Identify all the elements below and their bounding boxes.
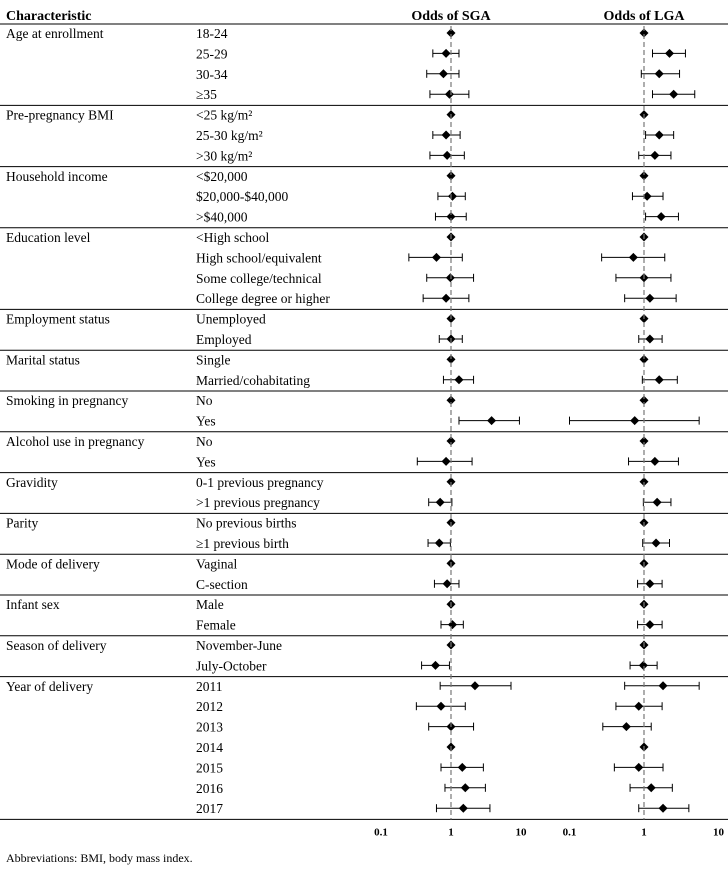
lga-estimate-marker (659, 681, 668, 690)
table-body (0, 26, 728, 819)
lga-estimate-marker (655, 131, 664, 140)
group-label: Infant sex (6, 597, 60, 613)
sga-estimate-marker (446, 273, 455, 282)
row-label: Married/cohabitating (196, 372, 310, 388)
row-label: 2013 (196, 719, 223, 735)
row-label: Employed (196, 332, 252, 347)
lga-estimate-marker (639, 661, 648, 670)
lga-estimate-marker (645, 294, 654, 303)
row-label: No previous births (196, 515, 297, 531)
sga-estimate-marker (437, 702, 446, 711)
lga-estimate-marker (657, 212, 666, 221)
row-label: $20,000-$40,000 (196, 189, 289, 205)
lga-estimate-marker (669, 90, 678, 99)
sga-estimate-marker (435, 539, 444, 548)
row-label: 2011 (196, 678, 223, 694)
sga-estimate-marker (461, 783, 470, 792)
lga-tick-label: 10 (713, 826, 724, 839)
row-label: <25 kg/m² (196, 107, 253, 123)
lga-estimate-marker (652, 539, 661, 548)
lga-estimate-marker (645, 335, 654, 344)
group-label: Employment status (6, 311, 110, 327)
sga-estimate-marker (458, 763, 467, 772)
group-label: Gravidity (6, 474, 58, 490)
sga-estimate-marker (442, 294, 451, 303)
header-sga: Odds of SGA (411, 9, 491, 24)
sga-estimate-marker (470, 681, 479, 690)
group-label: Mode of delivery (6, 556, 100, 572)
row-label: >$40,000 (196, 209, 248, 225)
lga-tick-label: 0.1 (562, 826, 577, 839)
group-label: Parity (6, 515, 39, 531)
sga-estimate-marker (442, 131, 451, 140)
row-label: Single (196, 352, 231, 368)
lga-estimate-marker (665, 49, 674, 58)
sga-estimate-marker (459, 804, 468, 813)
row-label: College degree or higher (196, 291, 330, 307)
lga-estimate-marker (659, 804, 668, 813)
sga-estimate-marker (445, 90, 454, 99)
sga-estimate-marker (442, 49, 451, 58)
row-label: November-June (196, 638, 282, 653)
lga-estimate-marker (634, 763, 643, 772)
row-label: 2012 (196, 699, 223, 715)
lga-estimate-marker (630, 416, 639, 425)
group-label: Season of delivery (6, 638, 107, 653)
row-label: 18-24 (196, 26, 228, 41)
header-characteristic: Characteristic (6, 9, 92, 24)
row-label: 2014 (196, 740, 223, 755)
row-label: <$20,000 (196, 168, 248, 184)
row-label: Unemployed (196, 311, 266, 327)
sga-estimate-marker (439, 69, 448, 78)
row-label: 0-1 previous pregnancy (196, 474, 324, 490)
sga-tick-label: 0.1 (374, 826, 388, 839)
lga-tick-label: 1 (641, 826, 647, 839)
row-label: 2017 (196, 801, 223, 817)
group-label: Smoking in pregnancy (6, 393, 129, 409)
row-label: Vaginal (196, 556, 238, 572)
group-label: Household income (6, 168, 108, 184)
lga-estimate-marker (622, 722, 631, 731)
sga-estimate-marker (487, 416, 496, 425)
sga-estimate-marker (431, 661, 440, 670)
lga-estimate-marker (650, 151, 659, 160)
group-label: Marital status (6, 352, 80, 368)
sga-estimate-marker (448, 192, 457, 201)
row-label: July-October (196, 658, 267, 674)
row-label: 2015 (196, 760, 223, 776)
row-label: >30 kg/m² (196, 148, 253, 164)
sga-estimate-marker (432, 253, 441, 262)
sga-tick-label: 10 (515, 826, 527, 839)
group-label: Education level (6, 230, 91, 245)
group-label: Alcohol use in pregnancy (6, 434, 145, 449)
lga-estimate-marker (629, 253, 638, 262)
lga-estimate-marker (653, 498, 662, 507)
row-label: 2016 (196, 780, 223, 796)
row-label: Female (196, 617, 236, 633)
row-label: ≥35 (196, 87, 217, 103)
row-label: No (196, 393, 213, 409)
lga-estimate-marker (647, 783, 656, 792)
sga-estimate-marker (436, 498, 445, 507)
sga-estimate-marker (448, 620, 457, 629)
row-label: 30-34 (196, 66, 228, 82)
row-label: C-section (196, 576, 248, 592)
row-label: ≥1 previous birth (196, 536, 289, 551)
sga-estimate-marker (442, 457, 451, 466)
sga-tick-label: 1 (448, 826, 454, 839)
group-label: Pre-pregnancy BMI (6, 107, 114, 123)
row-label: 25-30 kg/m² (196, 128, 263, 143)
lga-estimate-marker (645, 620, 654, 629)
group-label: Age at enrollment (6, 26, 104, 41)
lga-estimate-marker (634, 702, 643, 711)
header-lga: Odds of LGA (603, 9, 685, 24)
lga-estimate-marker (655, 375, 664, 384)
row-label: Male (196, 597, 224, 613)
row-label: 25-29 (196, 46, 228, 62)
row-label: >1 previous pregnancy (196, 495, 320, 511)
row-label: High school/equivalent (196, 250, 322, 266)
sga-estimate-marker (454, 375, 463, 384)
row-label: Some college/technical (196, 270, 322, 286)
row-label: <High school (196, 230, 270, 245)
lga-estimate-marker (650, 457, 659, 466)
row-label: Yes (196, 413, 216, 429)
row-label: Yes (196, 454, 216, 470)
sga-estimate-marker (443, 151, 452, 160)
group-label: Year of delivery (6, 678, 94, 694)
row-label: No (196, 434, 213, 449)
sga-estimate-marker (443, 579, 452, 588)
lga-estimate-marker (645, 579, 654, 588)
footnote: Abbreviations: BMI, body mass index. (6, 851, 193, 865)
lga-estimate-marker (655, 69, 664, 78)
